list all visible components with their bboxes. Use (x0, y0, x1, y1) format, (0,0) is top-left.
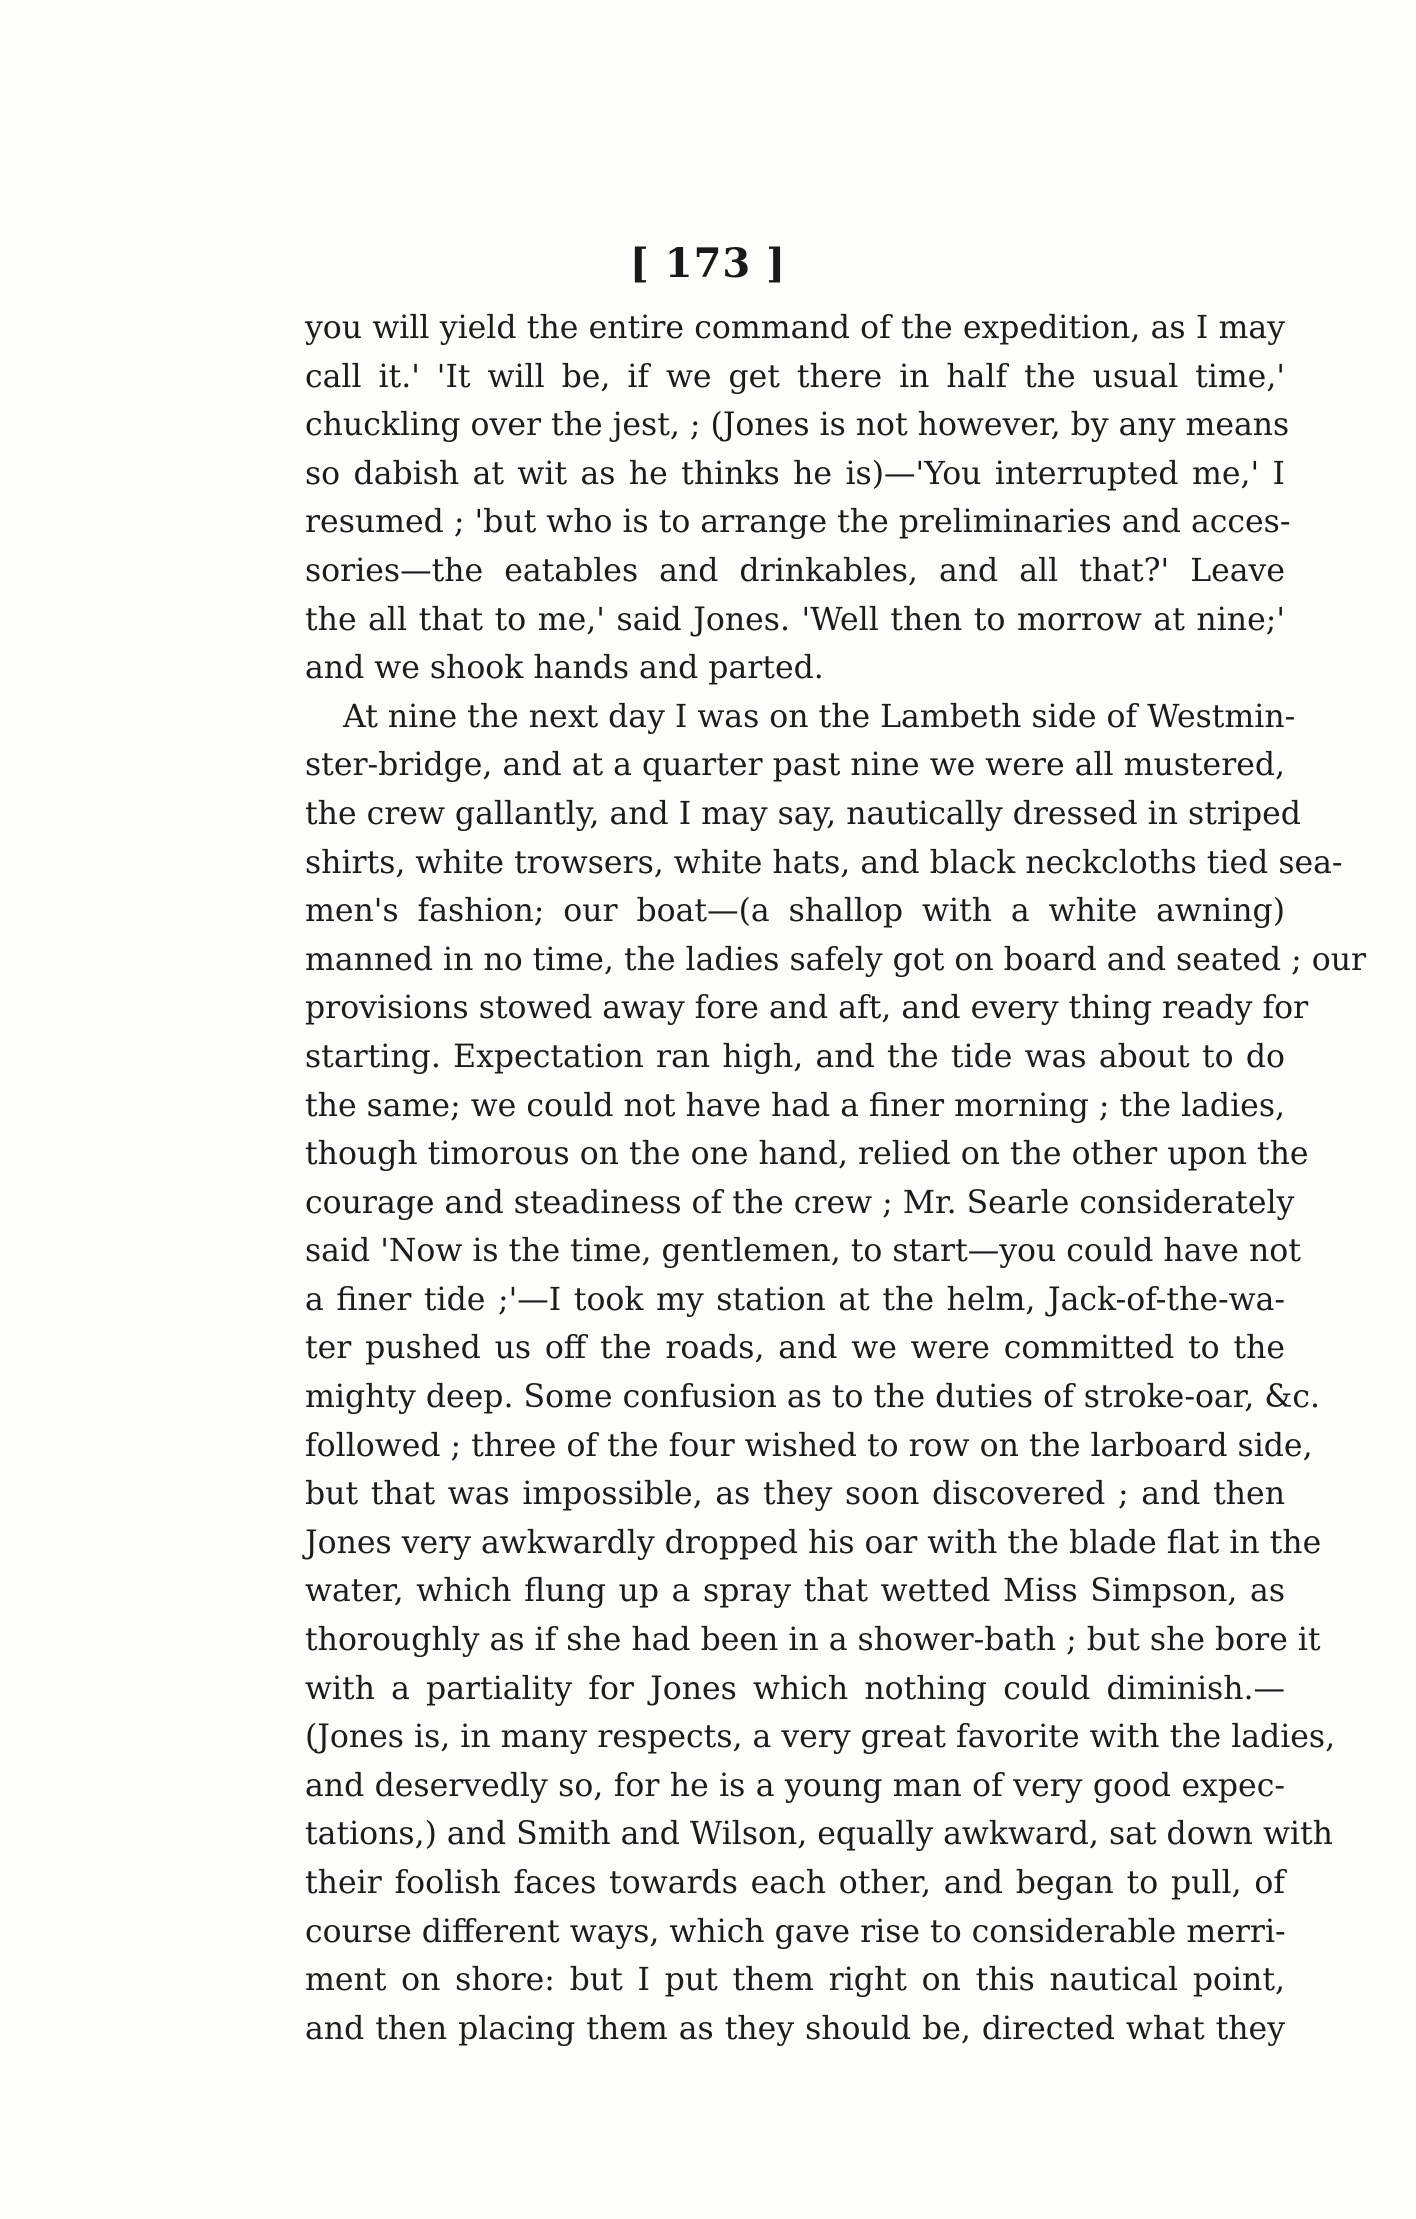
text-line: tations,) and Smith and Wilson, equally awkward, sat down with (305, 1816, 1333, 1853)
text-line: call it.' 'It will be, if we get there in half the usual time,' (305, 358, 1285, 395)
text-line: course different ways, which gave rise to considerable merri- (305, 1913, 1286, 1950)
text-line: provisions stowed away fore and aft, and every thing ready for (305, 990, 1309, 1027)
body-text (305, 304, 1367, 2053)
text-line: mighty deep. Some confusion as to the duties of stroke-oar, &c. (305, 1379, 1321, 1416)
text-line: (Jones is, in many respects, a very great favorite with the ladies, (305, 1719, 1336, 1756)
text-line: the all that to me,' said Jones. 'Well then to morrow at nine;' (305, 601, 1285, 638)
text-line: water, which flung up a spray that wetted Miss Simpson, as (305, 1573, 1285, 1610)
text-line: chuckling over the jest, ; (Jones is not however, by any means (305, 407, 1290, 444)
text-line: ter pushed us off the roads, and we were committed to the (305, 1330, 1285, 1367)
page-number: [ 173 ] (629, 240, 787, 287)
text-line: the crew gallantly, and I may say, nautically dressed in striped (305, 795, 1301, 832)
text-line: resumed ; 'but who is to arrange the preliminaries and acces- (305, 504, 1291, 541)
text-line: sories—the eatables and drinkables, and all that?' Leave (305, 552, 1285, 589)
text-line: thoroughly as if she had been in a shower-bath ; but she bore it (305, 1622, 1321, 1659)
text-line: the same; we could not have had a finer morning ; the ladies, (305, 1087, 1285, 1124)
text-line: a finer tide ;'—I took my station at the helm, Jack-of-the-wa- (305, 1281, 1285, 1318)
text-line: and then placing them as they should be, directed what they (305, 2010, 1285, 2047)
text-line: Jones very awkwardly dropped his oar with the blade flat in the (305, 1524, 1322, 1561)
text-line: ment on shore: but I put them right on this nautical point, (305, 1962, 1285, 1999)
paragraph-start-line: At nine the next day I was on the Lambeth side of Westmin- (343, 698, 1296, 735)
text-line: and we shook hands and parted. (305, 650, 824, 687)
text-line: and deservedly so, for he is a young man of very good expec- (305, 1767, 1285, 1804)
text-line: with a partiality for Jones which nothing could diminish.— (305, 1670, 1285, 1707)
text-line: starting. Expectation ran high, and the tide was about to do (305, 1038, 1285, 1075)
text-line: shirts, white trowsers, white hats, and black neckcloths tied sea- (305, 844, 1343, 881)
text-line: ster-bridge, and at a quarter past nine we were all mustered, (305, 747, 1286, 784)
text-line: courage and steadiness of the crew ; Mr. Searle considerately (305, 1184, 1295, 1221)
text-line: but that was impossible, as they soon discovered ; and then (305, 1476, 1285, 1513)
text-line: followed ; three of the four wished to row on the larboard side, (305, 1427, 1313, 1464)
text-line: said 'Now is the time, gentlemen, to start—you could have not (305, 1233, 1301, 1270)
text-line: you will yield the entire command of the expedition, as I may (305, 310, 1285, 346)
text-line: though timorous on the one hand, relied on the other upon the (305, 1136, 1309, 1173)
text-line: so dabish at wit as he thinks he is)—'You interrupted me,' I (305, 455, 1285, 492)
text-line: their foolish faces towards each other, and began to pull, of (305, 1865, 1285, 1901)
text-line: men's fashion; our boat—(a shallop with a white awning) (305, 893, 1285, 930)
text-line: manned in no time, the ladies safely got on board and seated ; our (305, 941, 1367, 978)
